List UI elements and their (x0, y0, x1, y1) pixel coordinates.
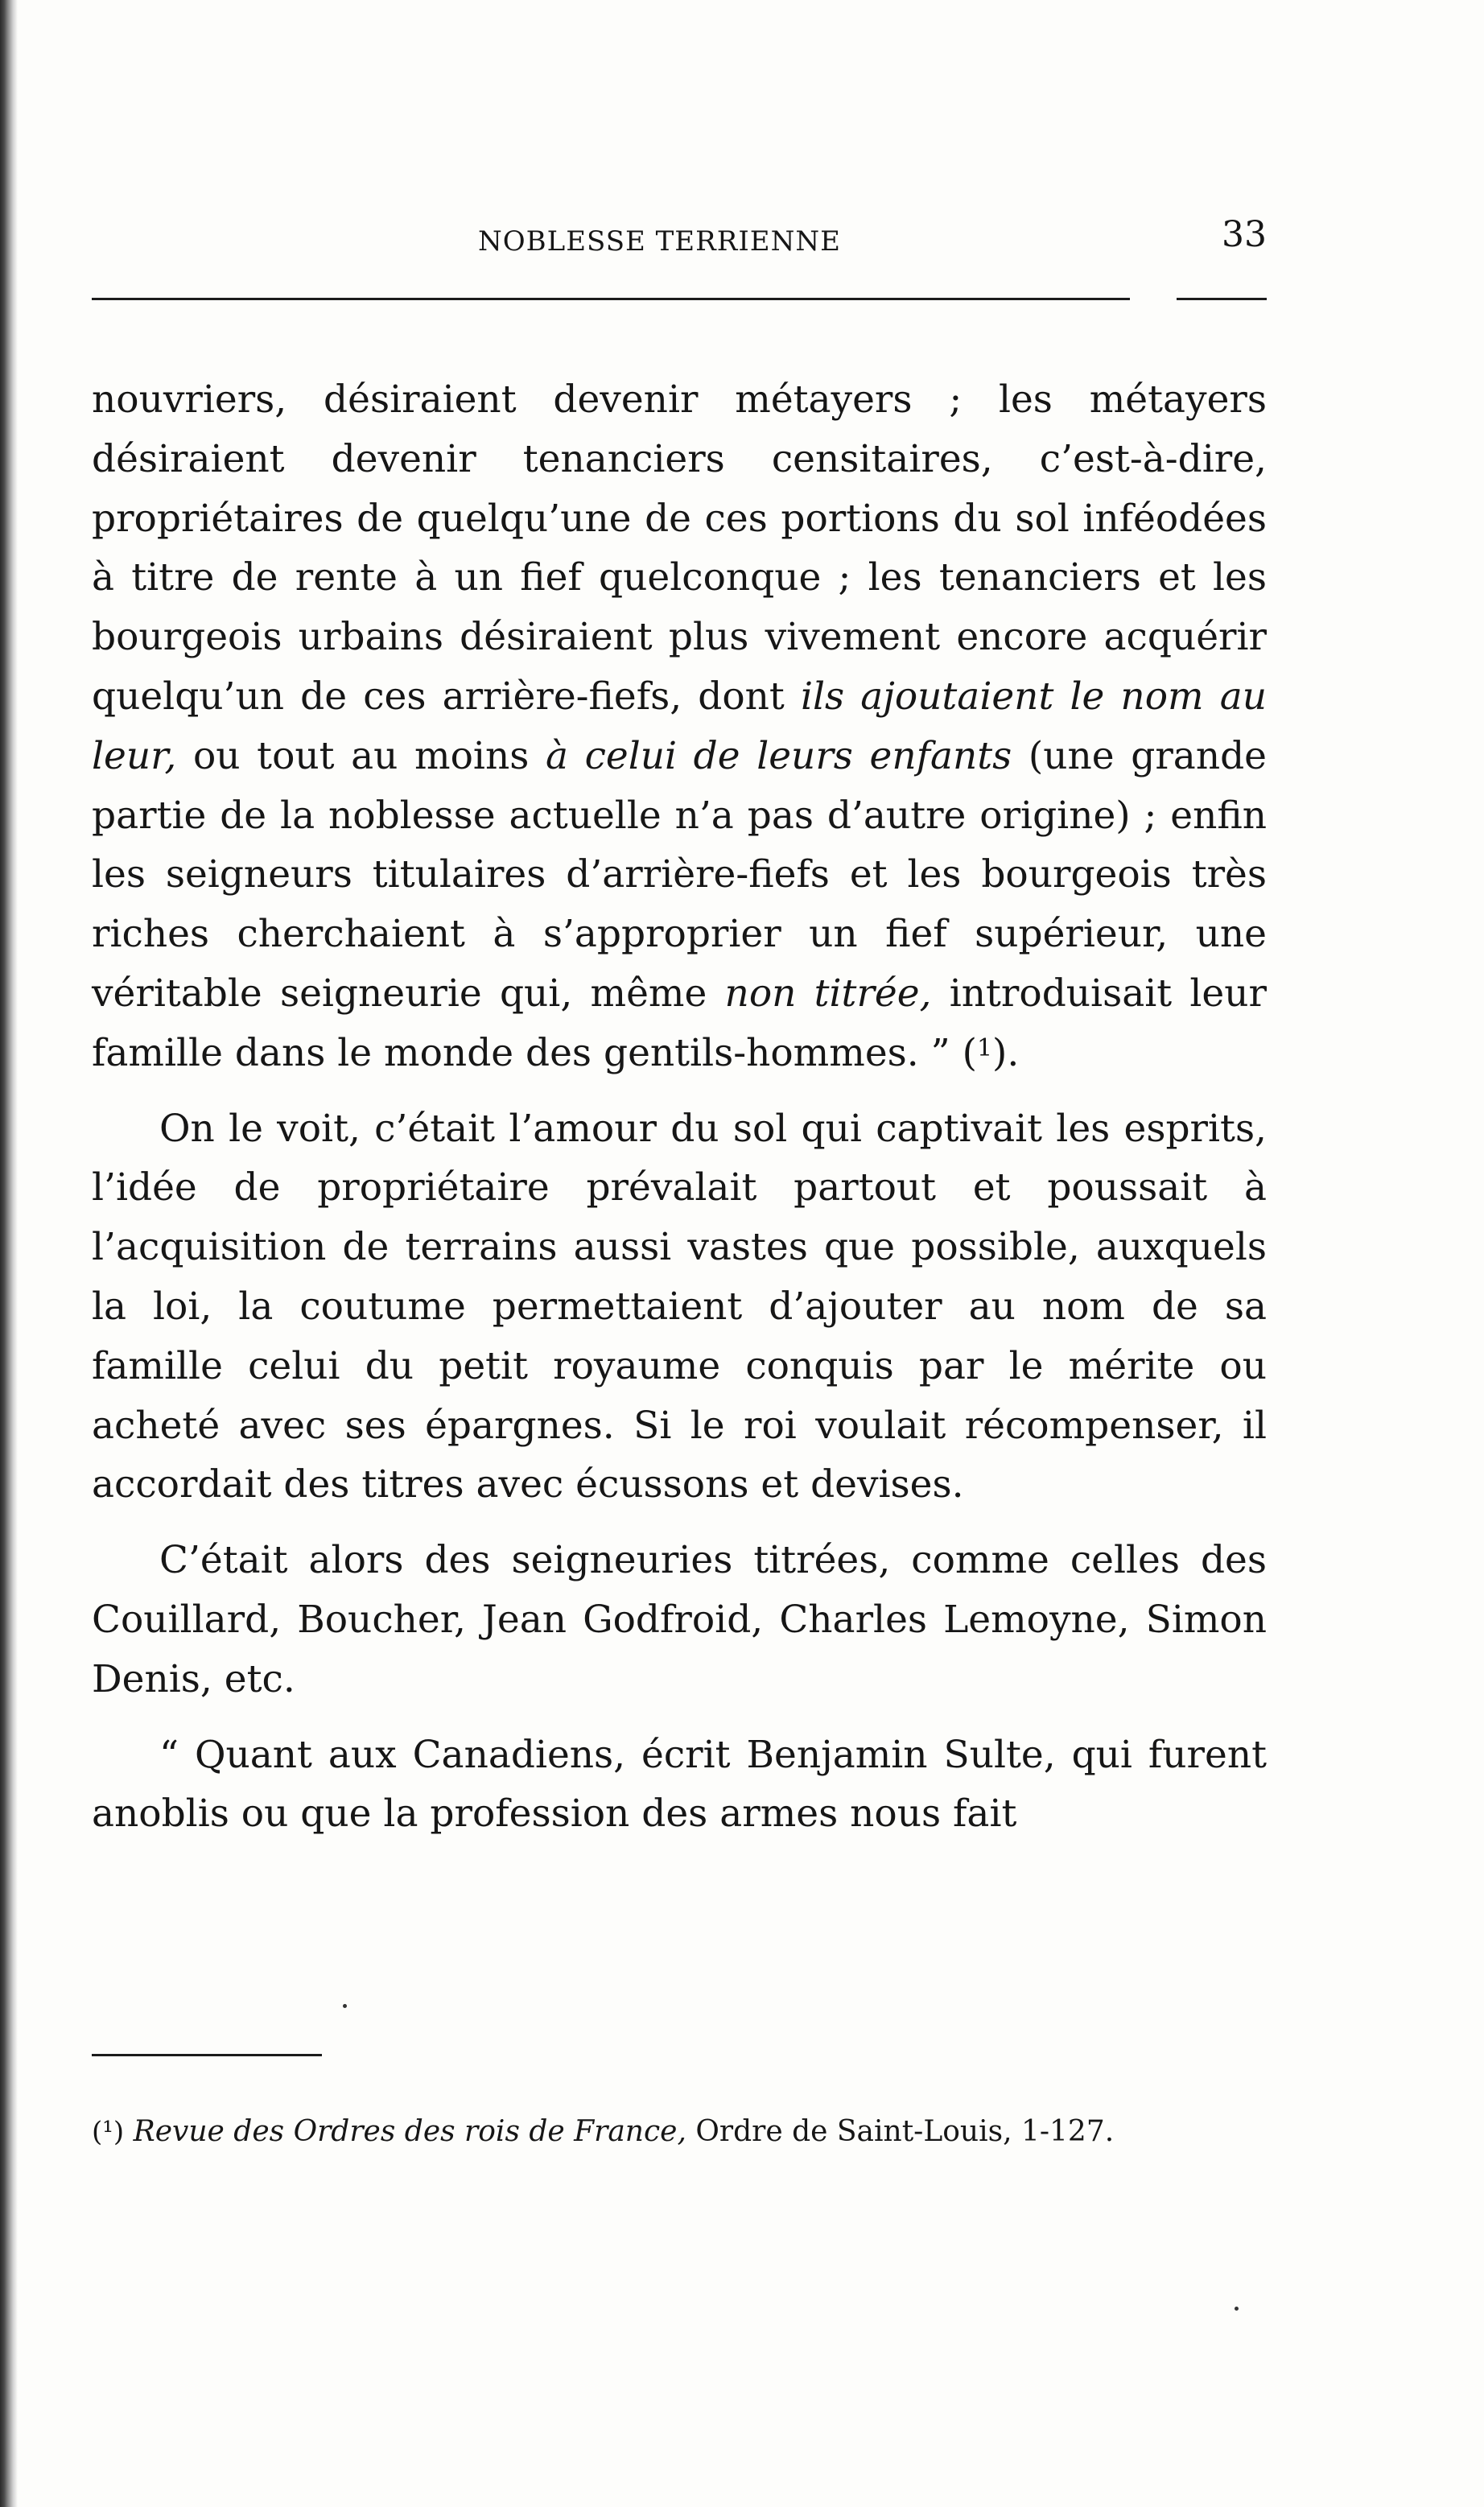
paragraph-1-text-e: ). (992, 1030, 1020, 1075)
paragraph-1-text-c: (une grande partie de la noblesse actuelle n’a pas d’autre origine) ; enfin les seigneurs titulaires d’arrière-fiefs et les bourgeois très riches cherchaient à s’approprier un fief supérieur, une véritable seigneurie qui, même (92, 733, 1267, 1016)
paragraph-1-text-a: nouvriers, désiraient devenir métayers ; les métayers désiraient devenir tenanciers censitaires, c’est-à-dire, propriétaires de quelqu’une de ces portions du sol inféodées à titre de rente à un fief quelconque ; les tenanciers et les bourgeois urbains désiraient plus vivement encore acquérir quelqu’un de ces arrière-fiefs, dont (92, 377, 1267, 719)
footnote-rule (92, 2054, 322, 2056)
paragraph-3: C’était alors des seigneuries titrées, comme celles des Couillard, Boucher, Jean Godfroid, Charles Lemoyne, Simon Denis, etc. (92, 1538, 1267, 1701)
paragraph-1 (92, 370, 1267, 1083)
footnote-text: Ordre de Saint-Louis, 1-127. (686, 2115, 1115, 2148)
page-binding-edge (0, 0, 18, 2507)
paragraph-2: On le voit, c’était l’amour du sol qui captivait les esprits, l’idée de propriétaire prévalait partout et poussait à l’acquisition de terrains aussi vastes que possible, auxquels la loi, la coutume permettaient d’ajouter au nom de sa famille celui du petit royaume conquis par le mérite ou acheté avec ses épargnes. Si le roi voulait récompenser, il accordait des titres avec écussons et devises. (92, 1106, 1267, 1507)
footnote-mark: (¹) (92, 2116, 125, 2148)
header-rule-short (1177, 298, 1267, 300)
running-title: NOBLESSE TERRIENNE (478, 225, 841, 258)
paragraph-1-text-b: ou tout au moins (176, 733, 546, 778)
print-speck (343, 2004, 347, 2008)
footnote-source: Revue des Ordres des rois de France, (133, 2115, 686, 2148)
paragraph-1-italic-c: non titrée, (724, 971, 932, 1016)
print-speck (1235, 2307, 1239, 2311)
page-number: 33 (1222, 214, 1267, 255)
body-text (92, 370, 1267, 1860)
paragraph-4: “ Quant aux Canadiens, écrit Benjamin Sulte, qui furent anoblis ou que la profession des armes nous fait (92, 1732, 1267, 1837)
paragraph-1-italic-a: ils ajoutaient le nom au leur, (92, 674, 1267, 778)
footnote (92, 2109, 1267, 2155)
page-header (92, 211, 1267, 259)
paragraph-1-text-d: introduisait leur famille dans le monde des gentils-hommes. ” ( (92, 971, 1267, 1075)
header-rule (92, 298, 1130, 300)
footnote-reference: 1 (976, 1033, 993, 1062)
paragraph-1-italic-b: à celui de leurs enfants (545, 733, 1012, 778)
